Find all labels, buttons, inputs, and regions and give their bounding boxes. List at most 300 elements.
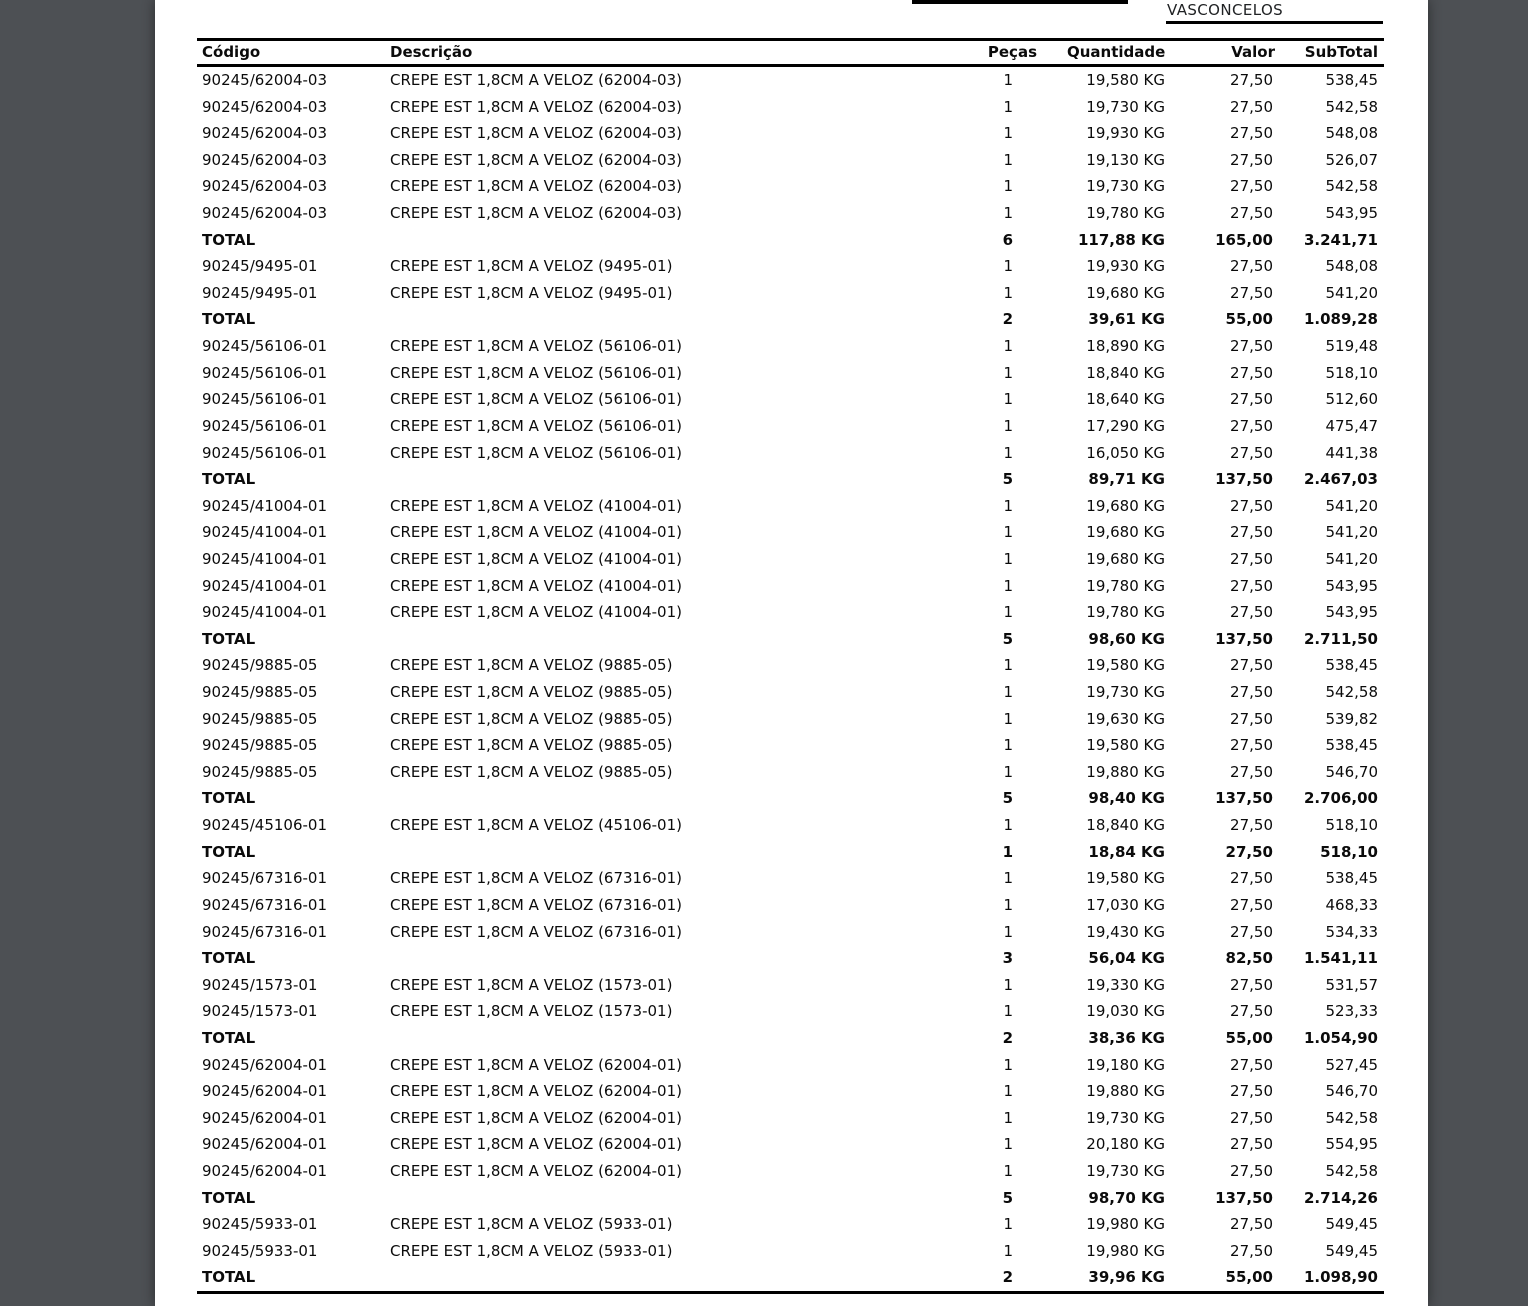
table-row	[197, 732, 1384, 759]
cell-pecas: 1	[1003, 416, 1013, 435]
cell-subtotal: 534,33	[1325, 922, 1378, 941]
cell-subtotal: 538,45	[1325, 71, 1378, 89]
cell-quantidade: 19,680 KG	[1086, 549, 1165, 568]
cell-descricao: CREPE EST 1,8CM A VELOZ (41004-01)	[390, 603, 682, 622]
cell-descricao: CREPE EST 1,8CM A VELOZ (41004-01)	[390, 523, 682, 542]
cell-pecas: 2	[1002, 1268, 1013, 1287]
cell-valor: 27,50	[1230, 150, 1273, 169]
cell-subtotal: 543,95	[1325, 603, 1378, 622]
cell-pecas: 2	[1002, 1028, 1013, 1047]
table-row	[197, 173, 1384, 200]
table-row	[197, 386, 1384, 413]
cell-pecas: 1	[1003, 576, 1013, 595]
cell-descricao: CREPE EST 1,8CM A VELOZ (9885-05)	[390, 709, 673, 728]
cell-pecas: 1	[1003, 1082, 1013, 1101]
table-total-row	[197, 945, 1384, 972]
cell-subtotal: 542,58	[1325, 177, 1378, 196]
cell-codigo: 90245/9495-01	[202, 283, 318, 302]
table-row	[197, 972, 1384, 999]
cell-subtotal: 1.541,11	[1303, 949, 1378, 968]
table-row	[197, 333, 1384, 360]
cell-pecas: 1	[1003, 1002, 1013, 1021]
cell-descricao: CREPE EST 1,8CM A VELOZ (1573-01)	[390, 1002, 673, 1021]
cell-subtotal: 531,57	[1325, 975, 1378, 994]
cell-quantidade: 19,730 KG	[1086, 1161, 1165, 1180]
cell-quantidade: 19,580 KG	[1086, 71, 1165, 89]
cell-pecas: 1	[1003, 1108, 1013, 1127]
cell-descricao: CREPE EST 1,8CM A VELOZ (56106-01)	[390, 337, 682, 356]
cell-subtotal: 538,45	[1325, 869, 1378, 888]
document-page	[155, 0, 1428, 1306]
cell-descricao: CREPE EST 1,8CM A VELOZ (41004-01)	[390, 549, 682, 568]
cell-quantidade: 19,730 KG	[1086, 97, 1165, 116]
table-row	[197, 413, 1384, 440]
cell-valor: 27,50	[1230, 1055, 1273, 1074]
cell-descricao: CREPE EST 1,8CM A VELOZ (41004-01)	[390, 496, 682, 515]
table-body	[197, 67, 1384, 1294]
cell-pecas: 1	[1003, 71, 1013, 89]
cell-valor: 27,50	[1230, 736, 1273, 755]
cell-subtotal: 543,95	[1325, 204, 1378, 223]
column-header-descricao: Descrição	[390, 43, 473, 61]
cell-descricao: CREPE EST 1,8CM A VELOZ (62004-03)	[390, 204, 682, 223]
cell-quantidade: 39,96 KG	[1088, 1268, 1165, 1287]
cell-descricao: CREPE EST 1,8CM A VELOZ (9885-05)	[390, 762, 673, 781]
cell-subtotal: 1.089,28	[1303, 310, 1378, 329]
cell-quantidade: 18,84 KG	[1088, 842, 1165, 861]
cell-codigo: 90245/62004-03	[202, 71, 327, 89]
cell-codigo: 90245/62004-03	[202, 97, 327, 116]
cell-subtotal: 548,08	[1325, 124, 1378, 143]
cell-valor: 27,50	[1230, 576, 1273, 595]
cell-pecas: 1	[1003, 1215, 1013, 1234]
cell-pecas: 1	[1003, 257, 1013, 276]
cell-codigo: 90245/62004-01	[202, 1055, 327, 1074]
cell-descricao: CREPE EST 1,8CM A VELOZ (9495-01)	[390, 283, 673, 302]
table-header-row	[197, 38, 1384, 67]
cell-subtotal: 542,58	[1325, 1108, 1378, 1127]
cell-descricao: CREPE EST 1,8CM A VELOZ (62004-01)	[390, 1055, 682, 1074]
cell-valor: 27,50	[1230, 97, 1273, 116]
cell-quantidade: 19,580 KG	[1086, 736, 1165, 755]
cell-codigo: 90245/56106-01	[202, 363, 327, 382]
cell-valor: 27,50	[1230, 363, 1273, 382]
table-row	[197, 519, 1384, 546]
column-header-codigo: Código	[202, 43, 261, 61]
cell-subtotal: 475,47	[1325, 416, 1378, 435]
cell-valor: 27,50	[1230, 177, 1273, 196]
cell-subtotal: 549,45	[1325, 1241, 1378, 1260]
cell-descricao: CREPE EST 1,8CM A VELOZ (67316-01)	[390, 895, 682, 914]
cell-descricao: CREPE EST 1,8CM A VELOZ (62004-03)	[390, 97, 682, 116]
cell-subtotal: 2.714,26	[1303, 1188, 1378, 1207]
cell-quantidade: 18,840 KG	[1086, 816, 1165, 835]
cell-valor: 55,00	[1225, 310, 1273, 329]
cell-codigo: 90245/56106-01	[202, 337, 327, 356]
cell-subtotal: 546,70	[1325, 1082, 1378, 1101]
cell-pecas: 1	[1003, 337, 1013, 356]
cell-pecas: 1	[1003, 1161, 1013, 1180]
cell-valor: 27,50	[1230, 204, 1273, 223]
table-row	[197, 1105, 1384, 1132]
cell-descricao: CREPE EST 1,8CM A VELOZ (56106-01)	[390, 416, 682, 435]
cell-codigo: 90245/62004-03	[202, 124, 327, 143]
cell-valor: 27,50	[1230, 816, 1273, 835]
cell-valor: 27,50	[1230, 1215, 1273, 1234]
cell-subtotal: 548,08	[1325, 257, 1378, 276]
cell-valor: 27,50	[1230, 390, 1273, 409]
cell-codigo: 90245/62004-03	[202, 150, 327, 169]
cell-codigo: 90245/1573-01	[202, 1002, 318, 1021]
table-total-row	[197, 306, 1384, 333]
cell-valor: 137,50	[1215, 1188, 1273, 1207]
table-row	[197, 280, 1384, 307]
cell-pecas: 3	[1002, 949, 1013, 968]
cell-codigo: 90245/1573-01	[202, 975, 318, 994]
cell-pecas: 1	[1003, 975, 1013, 994]
cell-quantidade: 20,180 KG	[1086, 1135, 1165, 1154]
table-row	[197, 147, 1384, 174]
table-row	[197, 892, 1384, 919]
cell-codigo: 90245/67316-01	[202, 922, 327, 941]
cell-codigo: 90245/45106-01	[202, 816, 327, 835]
cell-quantidade: 18,640 KG	[1086, 390, 1165, 409]
column-header-valor: Valor	[1231, 43, 1275, 61]
cell-descricao: CREPE EST 1,8CM A VELOZ (9885-05)	[390, 736, 673, 755]
table-row	[197, 759, 1384, 786]
table-row	[197, 493, 1384, 520]
cell-valor: 137,50	[1215, 629, 1273, 648]
cell-pecas: 1	[1003, 283, 1013, 302]
total-label: TOTAL	[202, 1028, 256, 1047]
cell-pecas: 1	[1003, 895, 1013, 914]
cell-codigo: 90245/9885-05	[202, 683, 318, 702]
cell-valor: 27,50	[1230, 1002, 1273, 1021]
table-row	[197, 360, 1384, 387]
cell-quantidade: 18,840 KG	[1086, 363, 1165, 382]
cell-subtotal: 538,45	[1325, 736, 1378, 755]
cell-quantidade: 19,330 KG	[1086, 975, 1165, 994]
cell-valor: 27,50	[1230, 257, 1273, 276]
cell-descricao: CREPE EST 1,8CM A VELOZ (9495-01)	[390, 257, 673, 276]
cell-descricao: CREPE EST 1,8CM A VELOZ (62004-01)	[390, 1135, 682, 1154]
cell-valor: 27,50	[1230, 337, 1273, 356]
cell-subtotal: 523,33	[1325, 1002, 1378, 1021]
cell-codigo: 90245/9885-05	[202, 762, 318, 781]
cell-quantidade: 19,430 KG	[1086, 922, 1165, 941]
table-row	[197, 440, 1384, 467]
cell-valor: 27,50	[1230, 895, 1273, 914]
cell-descricao: CREPE EST 1,8CM A VELOZ (62004-03)	[390, 150, 682, 169]
cell-subtotal: 2.711,50	[1303, 629, 1378, 648]
cell-descricao: CREPE EST 1,8CM A VELOZ (56106-01)	[390, 363, 682, 382]
table-row	[197, 865, 1384, 892]
cell-descricao: CREPE EST 1,8CM A VELOZ (62004-01)	[390, 1108, 682, 1127]
table-row	[197, 1078, 1384, 1105]
table-total-row	[197, 227, 1384, 254]
cell-quantidade: 19,880 KG	[1086, 1082, 1165, 1101]
table-row	[197, 919, 1384, 946]
total-label: TOTAL	[202, 842, 256, 861]
cell-codigo: 90245/62004-01	[202, 1108, 327, 1127]
total-label: TOTAL	[202, 949, 256, 968]
table-total-row	[197, 839, 1384, 866]
cell-quantidade: 19,880 KG	[1086, 762, 1165, 781]
company-name-underline	[1166, 21, 1383, 24]
cell-valor: 27,50	[1230, 496, 1273, 515]
cell-pecas: 1	[1003, 1135, 1013, 1154]
cell-valor: 82,50	[1225, 949, 1273, 968]
cell-valor: 27,50	[1230, 443, 1273, 462]
cell-quantidade: 38,36 KG	[1088, 1028, 1165, 1047]
cell-valor: 27,50	[1230, 975, 1273, 994]
cell-quantidade: 19,680 KG	[1086, 496, 1165, 515]
cell-pecas: 5	[1002, 470, 1013, 489]
cell-pecas: 1	[1003, 549, 1013, 568]
table-row	[197, 679, 1384, 706]
cell-subtotal: 2.467,03	[1303, 470, 1378, 489]
table-row	[197, 573, 1384, 600]
cell-valor: 27,50	[1230, 71, 1273, 89]
table-row	[197, 1238, 1384, 1265]
cell-subtotal: 542,58	[1325, 1161, 1378, 1180]
cell-codigo: 90245/41004-01	[202, 523, 327, 542]
cell-descricao: CREPE EST 1,8CM A VELOZ (62004-03)	[390, 71, 682, 89]
cell-codigo: 90245/67316-01	[202, 895, 327, 914]
cell-codigo: 90245/41004-01	[202, 603, 327, 622]
cell-subtotal: 538,45	[1325, 656, 1378, 675]
cell-subtotal: 541,20	[1325, 549, 1378, 568]
cell-descricao: CREPE EST 1,8CM A VELOZ (5933-01)	[390, 1215, 673, 1234]
cell-pecas: 5	[1002, 629, 1013, 648]
table-row	[197, 998, 1384, 1025]
cell-quantidade: 98,40 KG	[1088, 789, 1165, 808]
cell-pecas: 1	[1003, 709, 1013, 728]
cell-subtotal: 512,60	[1325, 390, 1378, 409]
cell-valor: 137,50	[1215, 789, 1273, 808]
cell-codigo: 90245/5933-01	[202, 1215, 318, 1234]
cell-quantidade: 19,730 KG	[1086, 683, 1165, 702]
total-label: TOTAL	[202, 230, 256, 249]
cell-subtotal: 1.098,90	[1303, 1268, 1378, 1287]
cell-quantidade: 18,890 KG	[1086, 337, 1165, 356]
cell-descricao: CREPE EST 1,8CM A VELOZ (1573-01)	[390, 975, 673, 994]
column-header-quantidade: Quantidade	[1067, 43, 1166, 61]
cell-quantidade: 19,680 KG	[1086, 283, 1165, 302]
table-total-row	[197, 626, 1384, 653]
cell-valor: 27,50	[1225, 842, 1273, 861]
cell-subtotal: 518,10	[1320, 842, 1378, 861]
cell-codigo: 90245/41004-01	[202, 549, 327, 568]
cell-valor: 27,50	[1230, 283, 1273, 302]
cell-quantidade: 19,730 KG	[1086, 177, 1165, 196]
cell-quantidade: 19,780 KG	[1086, 603, 1165, 622]
cell-pecas: 1	[1002, 842, 1013, 861]
cell-valor: 27,50	[1230, 922, 1273, 941]
cell-quantidade: 19,930 KG	[1086, 124, 1165, 143]
cell-subtotal: 441,38	[1325, 443, 1378, 462]
cell-subtotal: 518,10	[1325, 816, 1378, 835]
cell-valor: 27,50	[1230, 709, 1273, 728]
table-row	[197, 67, 1384, 94]
cell-descricao: CREPE EST 1,8CM A VELOZ (5933-01)	[390, 1241, 673, 1260]
column-header-subtotal: SubTotal	[1304, 43, 1378, 61]
table-row	[197, 253, 1384, 280]
cell-subtotal: 546,70	[1325, 762, 1378, 781]
cell-quantidade: 19,030 KG	[1086, 1002, 1165, 1021]
cell-descricao: CREPE EST 1,8CM A VELOZ (9885-05)	[390, 683, 673, 702]
table-row	[197, 599, 1384, 626]
total-label: TOTAL	[202, 789, 256, 808]
cell-quantidade: 98,70 KG	[1088, 1188, 1165, 1207]
cell-pecas: 1	[1003, 1241, 1013, 1260]
table-row	[197, 1158, 1384, 1185]
cell-valor: 27,50	[1230, 762, 1273, 781]
cell-subtotal: 554,95	[1325, 1135, 1378, 1154]
table-row	[197, 706, 1384, 733]
cell-quantidade: 19,730 KG	[1086, 1108, 1165, 1127]
cell-descricao: CREPE EST 1,8CM A VELOZ (67316-01)	[390, 922, 682, 941]
total-label: TOTAL	[202, 1188, 256, 1207]
table-row	[197, 652, 1384, 679]
cell-pecas: 1	[1003, 656, 1013, 675]
cell-codigo: 90245/56106-01	[202, 443, 327, 462]
table-total-row	[197, 1025, 1384, 1052]
cell-valor: 27,50	[1230, 603, 1273, 622]
cell-valor: 27,50	[1230, 124, 1273, 143]
cell-pecas: 2	[1002, 310, 1013, 329]
cell-subtotal: 541,20	[1325, 283, 1378, 302]
letterhead-rule	[912, 0, 1128, 4]
cell-pecas: 1	[1003, 603, 1013, 622]
cell-codigo: 90245/56106-01	[202, 390, 327, 409]
cell-quantidade: 19,780 KG	[1086, 204, 1165, 223]
cell-quantidade: 39,61 KG	[1088, 310, 1165, 329]
cell-pecas: 1	[1003, 816, 1013, 835]
cell-descricao: CREPE EST 1,8CM A VELOZ (56106-01)	[390, 443, 682, 462]
cell-codigo: 90245/62004-03	[202, 204, 327, 223]
cell-pecas: 1	[1003, 922, 1013, 941]
column-header-pecas: Peças	[987, 43, 1037, 61]
cell-codigo: 90245/5933-01	[202, 1241, 318, 1260]
cell-subtotal: 549,45	[1325, 1215, 1378, 1234]
table-row	[197, 812, 1384, 839]
table-row	[197, 120, 1384, 147]
cell-quantidade: 17,030 KG	[1086, 895, 1165, 914]
table-row	[197, 94, 1384, 121]
cell-pecas: 1	[1003, 150, 1013, 169]
cell-quantidade: 19,780 KG	[1086, 576, 1165, 595]
table-row	[197, 546, 1384, 573]
cell-descricao: CREPE EST 1,8CM A VELOZ (62004-03)	[390, 177, 682, 196]
cell-pecas: 1	[1003, 124, 1013, 143]
table-row	[197, 1052, 1384, 1079]
cell-pecas: 1	[1003, 363, 1013, 382]
cell-descricao: CREPE EST 1,8CM A VELOZ (45106-01)	[390, 816, 682, 835]
cell-pecas: 1	[1003, 97, 1013, 116]
cell-quantidade: 19,680 KG	[1086, 523, 1165, 542]
cell-valor: 55,00	[1225, 1268, 1273, 1287]
table-total-row	[197, 466, 1384, 493]
cell-subtotal: 1.054,90	[1303, 1028, 1378, 1047]
cell-pecas: 1	[1003, 390, 1013, 409]
cell-subtotal: 518,10	[1325, 363, 1378, 382]
cell-valor: 27,50	[1230, 1108, 1273, 1127]
cell-quantidade: 117,88 KG	[1077, 230, 1165, 249]
total-label: TOTAL	[202, 1268, 256, 1287]
table-row	[197, 1211, 1384, 1238]
cell-subtotal: 543,95	[1325, 576, 1378, 595]
cell-descricao: CREPE EST 1,8CM A VELOZ (41004-01)	[390, 576, 682, 595]
company-name: VASCONCELOS	[1167, 1, 1284, 19]
cell-valor: 27,50	[1230, 656, 1273, 675]
cell-valor: 27,50	[1230, 1241, 1273, 1260]
table-total-row	[197, 1185, 1384, 1212]
table-total-row	[197, 785, 1384, 812]
cell-codigo: 90245/67316-01	[202, 869, 327, 888]
total-label: TOTAL	[202, 629, 256, 648]
cell-codigo: 90245/62004-01	[202, 1161, 327, 1180]
cell-pecas: 1	[1003, 204, 1013, 223]
cell-valor: 27,50	[1230, 523, 1273, 542]
cell-codigo: 90245/9885-05	[202, 736, 318, 755]
cell-quantidade: 98,60 KG	[1088, 629, 1165, 648]
cell-valor: 27,50	[1230, 683, 1273, 702]
cell-pecas: 1	[1003, 736, 1013, 755]
cell-valor: 27,50	[1230, 1161, 1273, 1180]
table-total-row	[197, 1264, 1384, 1291]
cell-subtotal: 3.241,71	[1303, 230, 1378, 249]
cell-pecas: 1	[1003, 683, 1013, 702]
cell-pecas: 1	[1003, 523, 1013, 542]
total-label: TOTAL	[202, 310, 256, 329]
total-label: TOTAL	[202, 470, 256, 489]
cell-descricao: CREPE EST 1,8CM A VELOZ (62004-01)	[390, 1082, 682, 1101]
cell-codigo: 90245/9495-01	[202, 257, 318, 276]
cell-subtotal: 539,82	[1325, 709, 1378, 728]
cell-descricao: CREPE EST 1,8CM A VELOZ (62004-03)	[390, 124, 682, 143]
cell-quantidade: 19,130 KG	[1086, 150, 1165, 169]
cell-quantidade: 56,04 KG	[1088, 949, 1165, 968]
cell-quantidade: 19,930 KG	[1086, 257, 1165, 276]
cell-subtotal: 519,48	[1325, 337, 1378, 356]
table-row	[197, 200, 1384, 227]
cell-valor: 27,50	[1230, 549, 1273, 568]
cell-pecas: 1	[1003, 762, 1013, 781]
cell-quantidade: 19,180 KG	[1086, 1055, 1165, 1074]
cell-valor: 27,50	[1230, 416, 1273, 435]
cell-quantidade: 19,980 KG	[1086, 1215, 1165, 1234]
cell-codigo: 90245/9885-05	[202, 656, 318, 675]
cell-valor: 55,00	[1225, 1028, 1273, 1047]
cell-valor: 27,50	[1230, 869, 1273, 888]
cell-descricao: CREPE EST 1,8CM A VELOZ (62004-01)	[390, 1161, 682, 1180]
cell-subtotal: 526,07	[1325, 150, 1378, 169]
cell-pecas: 1	[1003, 496, 1013, 515]
cell-descricao: CREPE EST 1,8CM A VELOZ (9885-05)	[390, 656, 673, 675]
cell-subtotal: 541,20	[1325, 523, 1378, 542]
cell-valor: 137,50	[1215, 470, 1273, 489]
cell-quantidade: 16,050 KG	[1086, 443, 1165, 462]
cell-codigo: 90245/62004-01	[202, 1082, 327, 1101]
cell-codigo: 90245/62004-03	[202, 177, 327, 196]
cell-descricao: CREPE EST 1,8CM A VELOZ (67316-01)	[390, 869, 682, 888]
cell-pecas: 1	[1003, 443, 1013, 462]
cell-valor: 27,50	[1230, 1082, 1273, 1101]
cell-pecas: 1	[1003, 869, 1013, 888]
cell-subtotal: 2.706,00	[1303, 789, 1378, 808]
cell-quantidade: 19,980 KG	[1086, 1241, 1165, 1260]
